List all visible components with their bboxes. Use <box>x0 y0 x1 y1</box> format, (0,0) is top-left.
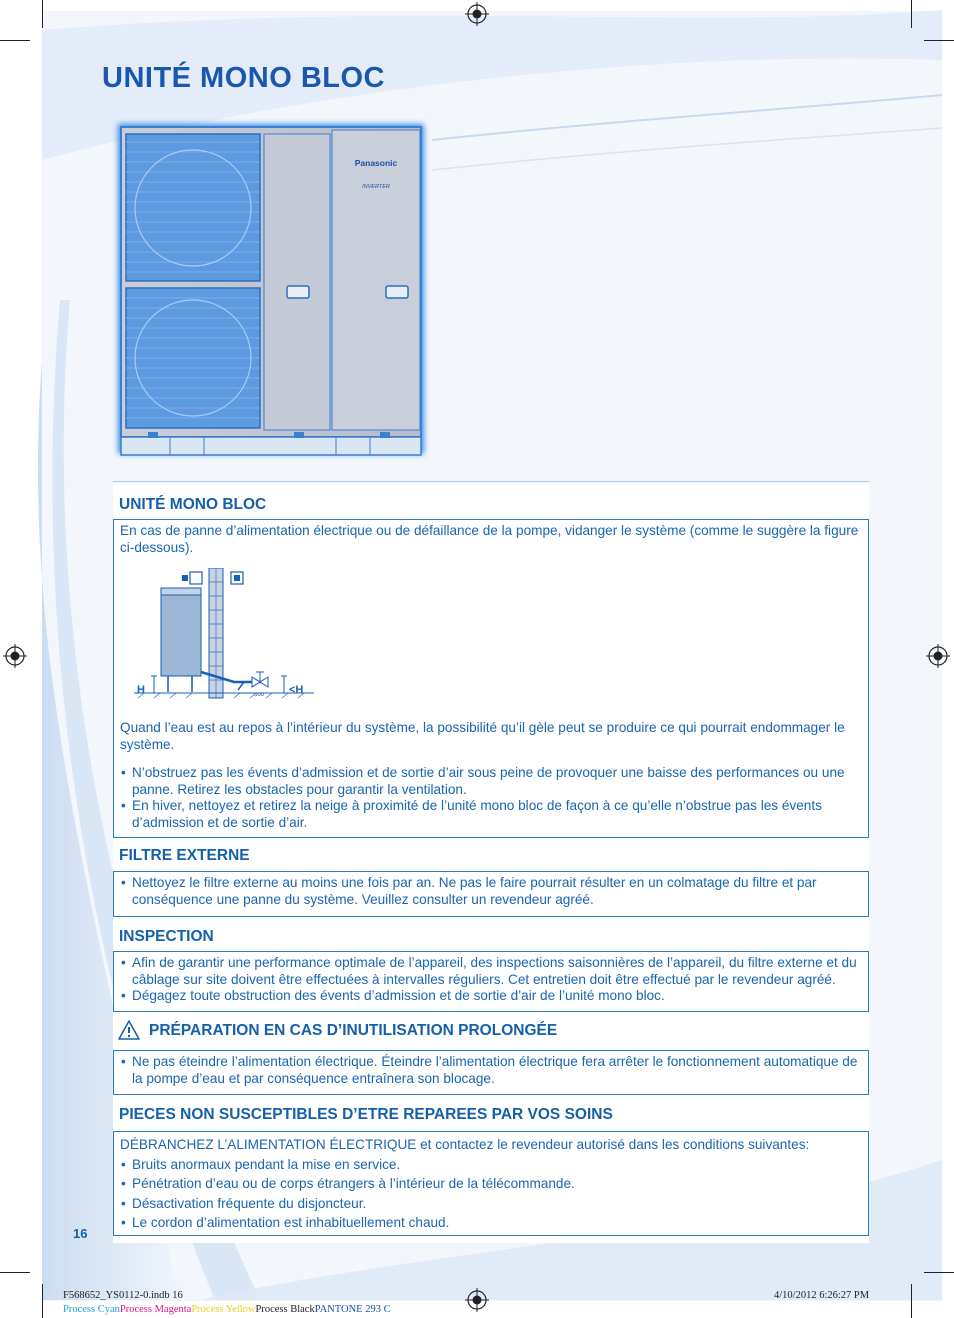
section-heading-inspection: INSPECTION <box>119 928 214 945</box>
process-magenta: Process Magenta <box>119 1304 192 1315</box>
registration-mark-icon <box>926 644 950 668</box>
process-black: Process Black <box>255 1304 315 1315</box>
list-item: • Dégagez toute obstruction des évents d’admission et de sortie d’air de l’unité mono bloc. <box>120 988 863 1005</box>
process-cyan: Process Cyan <box>63 1304 120 1315</box>
crop-mark <box>911 0 912 28</box>
section-box-mono-bloc <box>113 519 869 838</box>
mono-bloc-unit-image <box>112 118 432 463</box>
section-box-filtre <box>113 871 869 917</box>
crop-mark <box>0 40 30 41</box>
section-box-inspection <box>113 951 869 1012</box>
list-item: • Le cordon d’alimentation est inhabituellement chaud. <box>120 1213 863 1233</box>
section-heading-mono-bloc: UNITÉ MONO BLOC <box>119 496 267 513</box>
footer-timestamp: 4/10/2012 6:26:27 PM <box>774 1290 870 1301</box>
page-number: 16 <box>73 1226 88 1241</box>
process-yellow: Process Yellow <box>191 1304 256 1315</box>
page-title: UNITÉ MONO BLOC <box>102 62 385 94</box>
mono-bloc-paragraph: Quand l’eau est au repos à l’intérieur du système, la possibilité qu’il gèle peut se produire ce qui pourrait endommager le système. <box>120 720 845 752</box>
list-item: • Nettoyez le filtre externe au moins une fois par an. Ne pas le faire pourrait résulter en un colmatage du filtre et par conséquence une panne du système. Veuillez consulter un revendeur agréé. <box>120 875 863 908</box>
list-item: • N’obstruez pas les évents d’admission et de sortie d’air sous peine de provoquer une baisse des performances ou une panne. Retirez les obstacles pour garantir la ventilation. <box>120 765 863 798</box>
crop-mark <box>924 40 954 41</box>
crop-mark <box>42 0 43 28</box>
diagram-label-h: H <box>137 684 145 696</box>
inverter-logo: INVERTER <box>362 184 390 190</box>
section-box-preparation <box>113 1050 869 1095</box>
crop-mark <box>0 1272 30 1273</box>
registration-mark-icon <box>465 1288 489 1312</box>
pantone: PANTONE 293 C <box>314 1304 391 1315</box>
warning-icon <box>118 1020 140 1040</box>
crop-mark <box>42 1284 43 1318</box>
svg-text:ooo: ooo <box>254 692 265 698</box>
footer-process-colors <box>63 1304 391 1315</box>
list-item: • Pénétration d’eau ou de corps étrangers à l’intérieur de la télécommande. <box>120 1174 863 1194</box>
section-box-pieces <box>113 1131 869 1236</box>
list-item: • Bruits anormaux pendant la mise en service. <box>120 1155 863 1175</box>
footer-file-name: F568652_YS0112-0.indb 16 <box>63 1290 183 1301</box>
pieces-intro: DÉBRANCHEZ L’ALIMENTATION ÉLECTRIQUE et contactez le revendeur autorisé dans les conditions suivantes: <box>120 1137 810 1152</box>
diagram-label-less-h: <H <box>289 684 304 696</box>
section-heading-preparation: PRÉPARATION EN CAS D’INUTILISATION PROLONGÉE <box>149 1022 558 1039</box>
list-item: • En hiver, nettoyez et retirez la neige à proximité de l’unité mono bloc de façon à ce qu’elle n’obstrue pas les évents d’admission et de sortie d’air. <box>120 798 863 831</box>
list-item: • Désactivation fréquente du disjoncteur. <box>120 1194 863 1214</box>
section-heading-pieces: PIECES NON SUSCEPTIBLES D’ETRE REPAREES PAR VOS SOINS <box>119 1106 613 1123</box>
registration-mark-icon <box>465 2 489 26</box>
list-item: • Ne pas éteindre l’alimentation électrique. Éteindre l’alimentation électrique fera arrêter le fonctionnement automatique de la pompe d’eau et par conséquence entraînera son blocage. <box>120 1054 863 1087</box>
crop-mark <box>924 1272 954 1273</box>
mono-bloc-intro: En cas de panne d’alimentation électrique ou de défaillance de la pompe, vidanger le système (comme le suggère la figure ci-dessous). <box>120 523 859 555</box>
divider <box>113 481 869 482</box>
panasonic-logo: Panasonic <box>354 158 398 168</box>
crop-mark <box>911 1284 912 1318</box>
list-item: • Afin de garantir une performance optimale de l’appareil, des inspections saisonnières de l’appareil, du filtre externe et du câblage sur site doivent être effectuées à intervalles réguliers. Cet entretien doit être effectué par le revendeur agréé. <box>120 955 863 988</box>
registration-mark-icon <box>3 644 27 668</box>
section-heading-filtre: FILTRE EXTERNE <box>119 847 250 864</box>
